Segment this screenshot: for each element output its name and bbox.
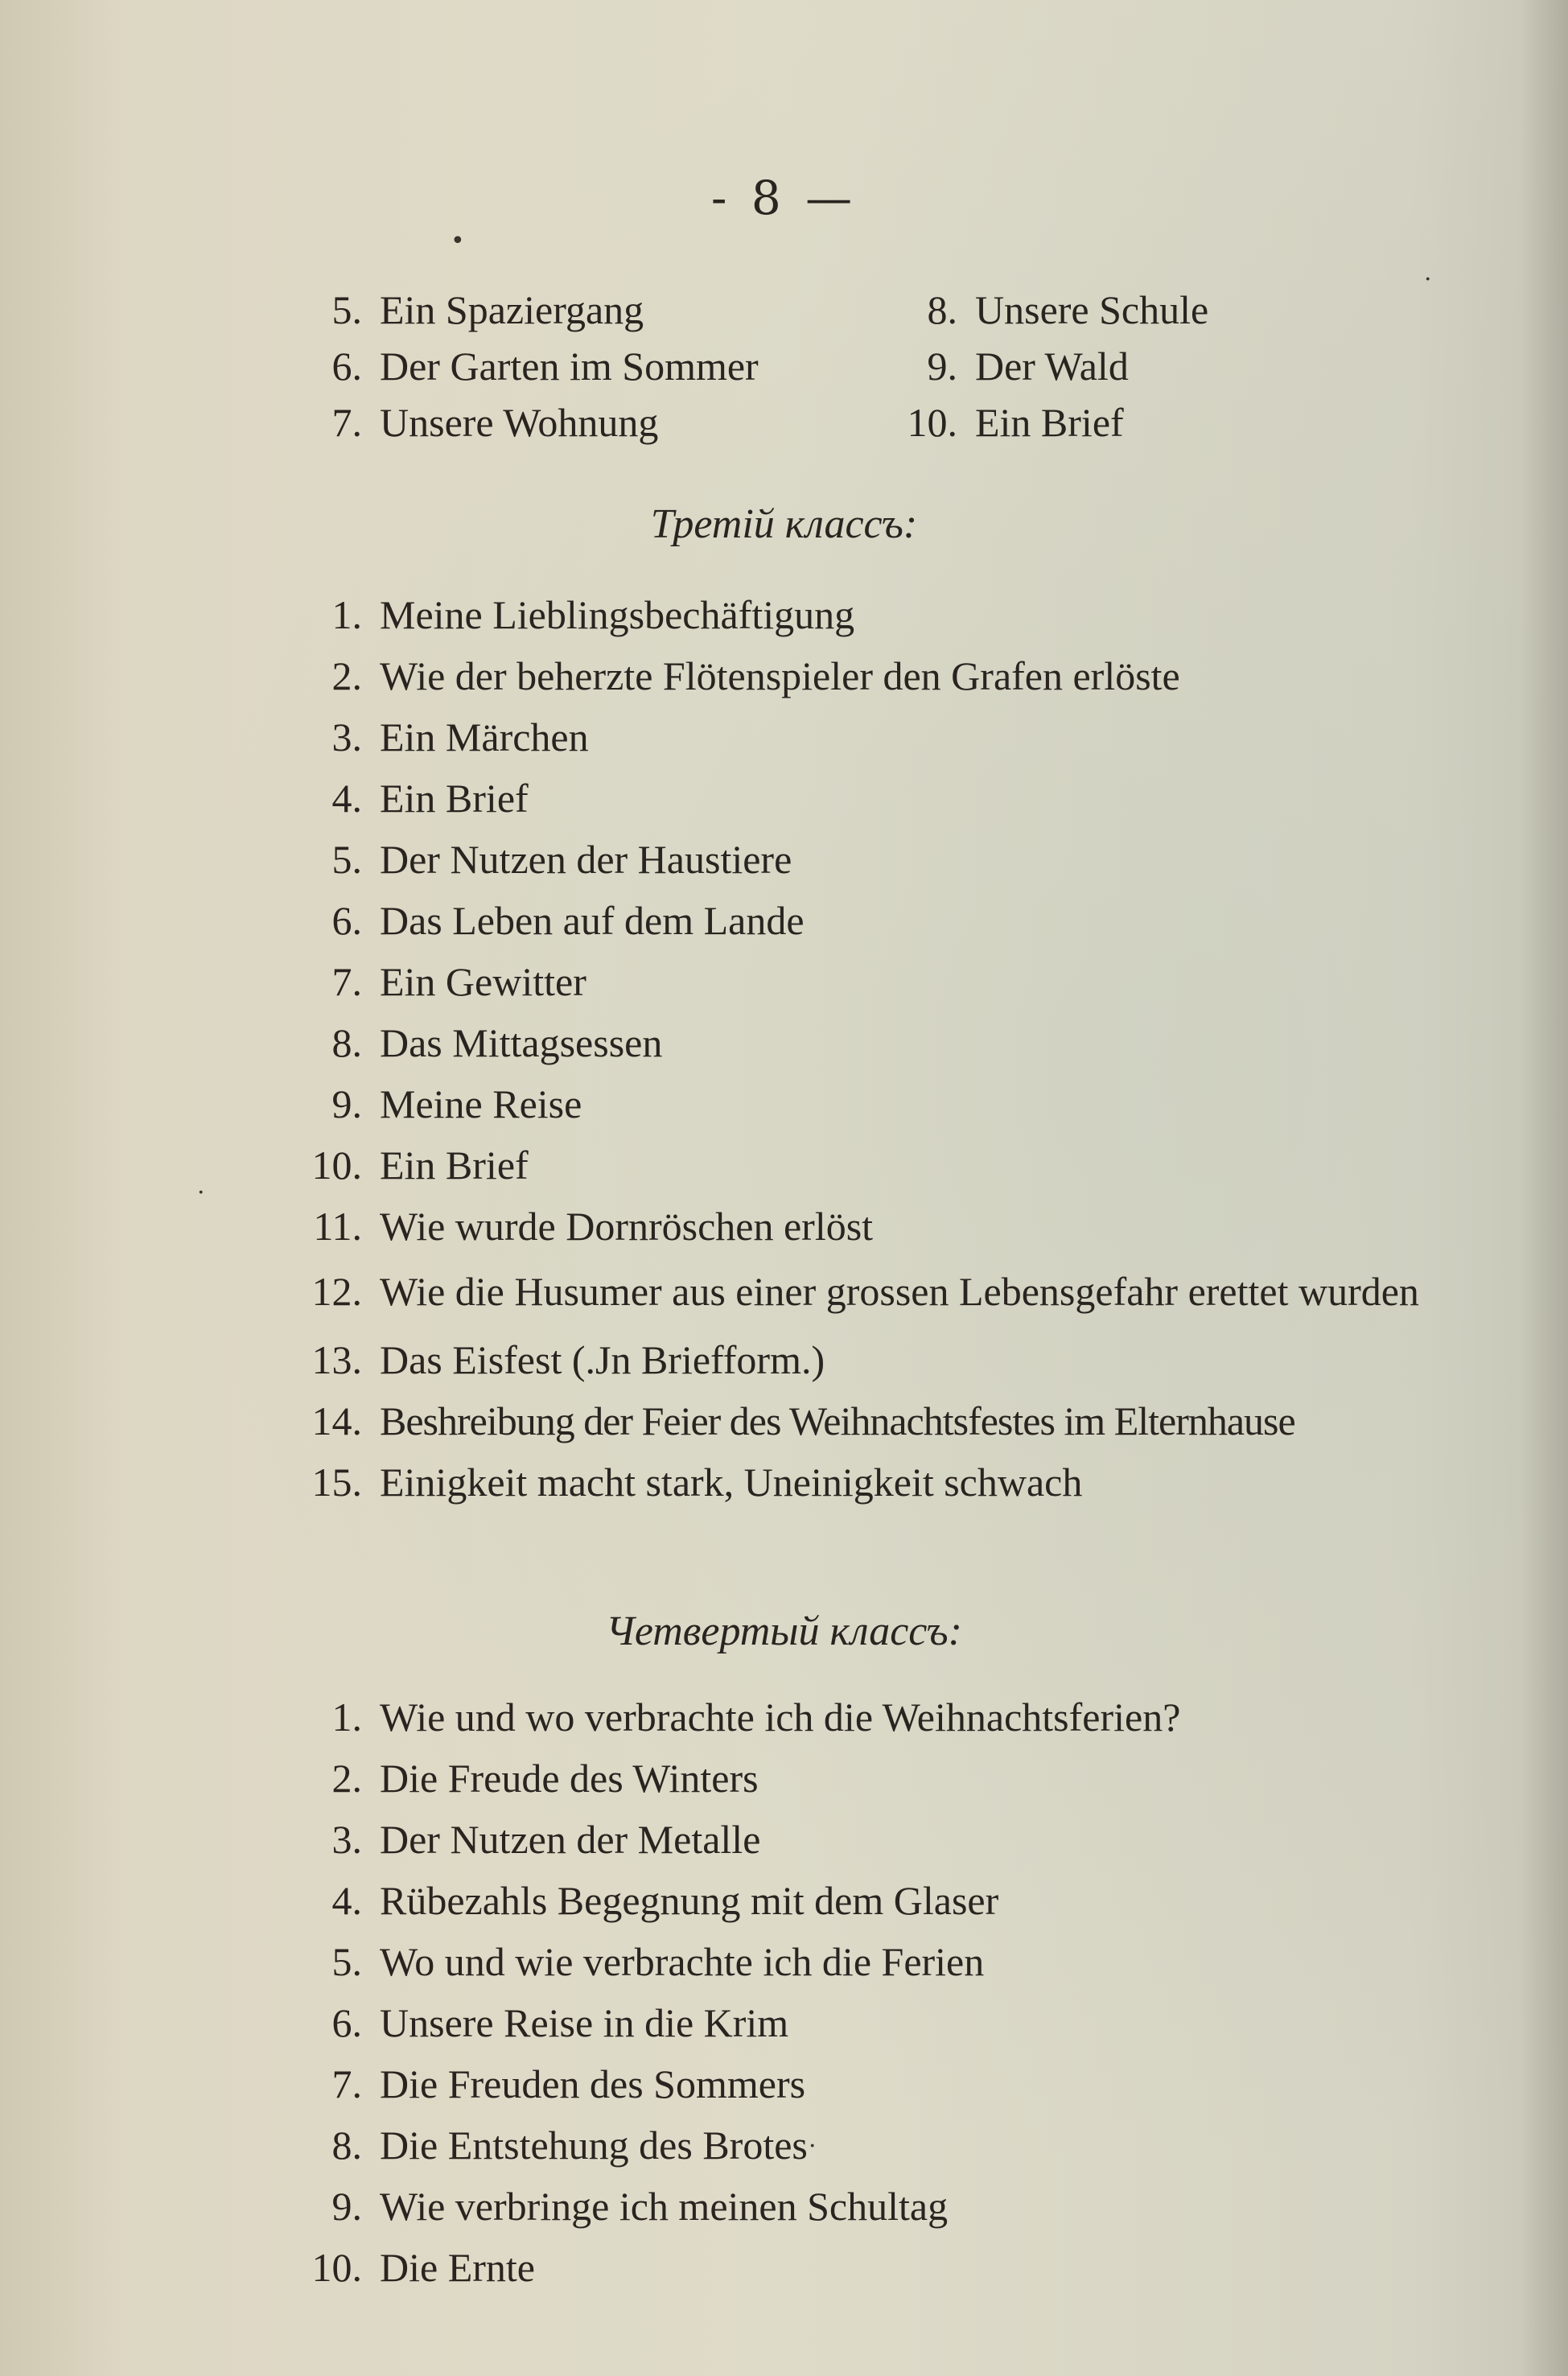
item-text: Der Wald: [975, 344, 1129, 389]
item-number: 2.: [331, 1756, 362, 1801]
item-text: Rübezahls Begegnung mit dem Glaser: [380, 1878, 999, 1923]
item-text: Ein Brief: [380, 1143, 529, 1188]
ink-speck: ·: [197, 1179, 205, 1207]
list-item: [282, 1931, 1537, 1992]
item-number: 1.: [331, 1694, 362, 1740]
item-number: 6.: [331, 2000, 362, 2045]
list-item: [282, 706, 1537, 768]
item-number: 6.: [331, 898, 362, 943]
list-item: [282, 1073, 1537, 1134]
item-number: 2.: [331, 653, 362, 698]
list-item: [282, 1452, 1537, 1513]
list-item: [282, 1329, 1537, 1390]
item-text: Ein Gewitter: [380, 959, 586, 1004]
item-text: Wie die Husumer aus einer grossen Lebensgefahr erettet wurden: [380, 1269, 1419, 1314]
item-text: Meine Lieblingsbechäftigung: [380, 592, 855, 637]
item-number: 5.: [331, 837, 362, 882]
item-text: Meine Reise: [380, 1081, 582, 1126]
item-text: Die Ernte: [380, 2245, 535, 2290]
item-number: 9.: [331, 1081, 362, 1126]
list-item: [282, 1268, 1537, 1315]
item-number: 7.: [331, 2061, 362, 2106]
item-number: 3.: [331, 1817, 362, 1862]
item-number: 4.: [331, 776, 362, 821]
item-number: 12.: [311, 1269, 362, 1314]
item-text: Wo und wie verbrachte ich die Ferien: [380, 1939, 985, 1984]
list-item: [282, 338, 877, 394]
item-number: 9.: [927, 344, 957, 389]
item-text: Der Nutzen der Haustiere: [380, 837, 792, 882]
item-text: Unsere Schule: [975, 287, 1209, 332]
item-number: 13.: [311, 1337, 362, 1382]
list-item: [282, 1809, 1537, 1870]
item-text: Unsere Reise in die Krim: [380, 2000, 789, 2045]
list-item: [282, 394, 877, 451]
item-number: 15.: [311, 1460, 362, 1505]
item-text: Beshreibung der Feier des Weihnachtsfestes im Elternhause: [380, 1398, 1295, 1443]
list-item: [282, 2237, 1537, 2298]
item-text: Die Freude des Winters: [380, 1756, 759, 1801]
third-class-heading: Третій классъ:: [650, 501, 918, 547]
item-text: Wie verbringe ich meinen Schultag: [380, 2184, 949, 2229]
list-item: [282, 1686, 1537, 1748]
right-column: [877, 282, 1327, 451]
item-text: Der Nutzen der Metalle: [380, 1817, 761, 1862]
item-text: Ein Brief: [975, 400, 1124, 445]
list-item: [282, 282, 877, 338]
item-number: 10.: [907, 400, 957, 445]
ink-speck: ·: [809, 2132, 817, 2160]
item-number: 8.: [927, 287, 957, 332]
item-number: 3.: [331, 714, 362, 760]
list-item: [282, 645, 1537, 706]
fourth-class-heading: Четвертый классъ:: [606, 1608, 962, 1654]
list-item: [282, 890, 1537, 951]
list-item: [282, 1012, 1537, 1073]
item-number: 4.: [331, 1878, 362, 1923]
item-number: 10.: [311, 2245, 362, 2290]
list-item: [282, 584, 1537, 645]
item-number: 14.: [311, 1398, 362, 1443]
item-text: Wie der beherzte Flötenspieler den Grafen erlöste: [380, 653, 1180, 698]
list-item: [282, 1134, 1537, 1196]
item-text: Die Freuden des Sommers: [380, 2061, 806, 2106]
item-text: Unsere Wohnung: [380, 400, 659, 445]
item-text: Wie und wo verbrachte ich die Weihnachtsferien?: [380, 1694, 1181, 1740]
item-number: 7.: [331, 959, 362, 1004]
list-item: [282, 951, 1537, 1012]
list-item: [877, 338, 1327, 394]
item-text: Einigkeit macht stark, Uneinigkeit schwach: [380, 1460, 1083, 1505]
fourth-class-list: [282, 1686, 1537, 2298]
list-item: [282, 1390, 1537, 1452]
list-item: [877, 282, 1327, 338]
page-number: - 8 —: [710, 171, 858, 225]
list-item: [282, 1992, 1537, 2053]
list-item: [282, 768, 1537, 829]
item-number: 8.: [331, 2123, 362, 2168]
item-number: 10.: [311, 1143, 362, 1188]
list-item: [282, 1748, 1537, 1809]
item-number: 8.: [331, 1020, 362, 1065]
list-item: [282, 2115, 1537, 2176]
left-column: [282, 282, 877, 451]
item-text: Wie wurde Dornröschen erlöst: [380, 1204, 874, 1249]
list-item: [282, 2053, 1537, 2115]
item-text: Das Leben auf dem Lande: [380, 898, 805, 943]
item-text: Der Garten im Sommer: [380, 344, 759, 389]
item-number: 9.: [331, 2184, 362, 2229]
item-text: Das Eisfest (.Jn Briefform.): [380, 1337, 825, 1382]
item-number: 5.: [331, 287, 362, 332]
item-text: Die Entstehung des Brotes: [380, 2123, 808, 2168]
item-number: 6.: [331, 344, 362, 389]
item-number: 11.: [313, 1204, 362, 1249]
item-number: 7.: [331, 400, 362, 445]
ink-speck: ·: [1424, 266, 1432, 294]
list-item: [282, 1870, 1537, 1931]
third-class-list: [282, 584, 1537, 1513]
ink-speck: •: [451, 227, 465, 255]
item-number: 5.: [331, 1939, 362, 1984]
second-class-tail: [282, 282, 1327, 451]
item-text: Ein Brief: [380, 776, 529, 821]
item-number: 1.: [331, 592, 362, 637]
list-item: [282, 829, 1537, 890]
item-text: Ein Spaziergang: [380, 287, 644, 332]
list-item: [282, 2176, 1537, 2237]
list-item: [877, 394, 1327, 451]
item-text: Ein Märchen: [380, 714, 589, 760]
item-text: Das Mittagsessen: [380, 1020, 663, 1065]
list-item: [282, 1196, 1537, 1257]
